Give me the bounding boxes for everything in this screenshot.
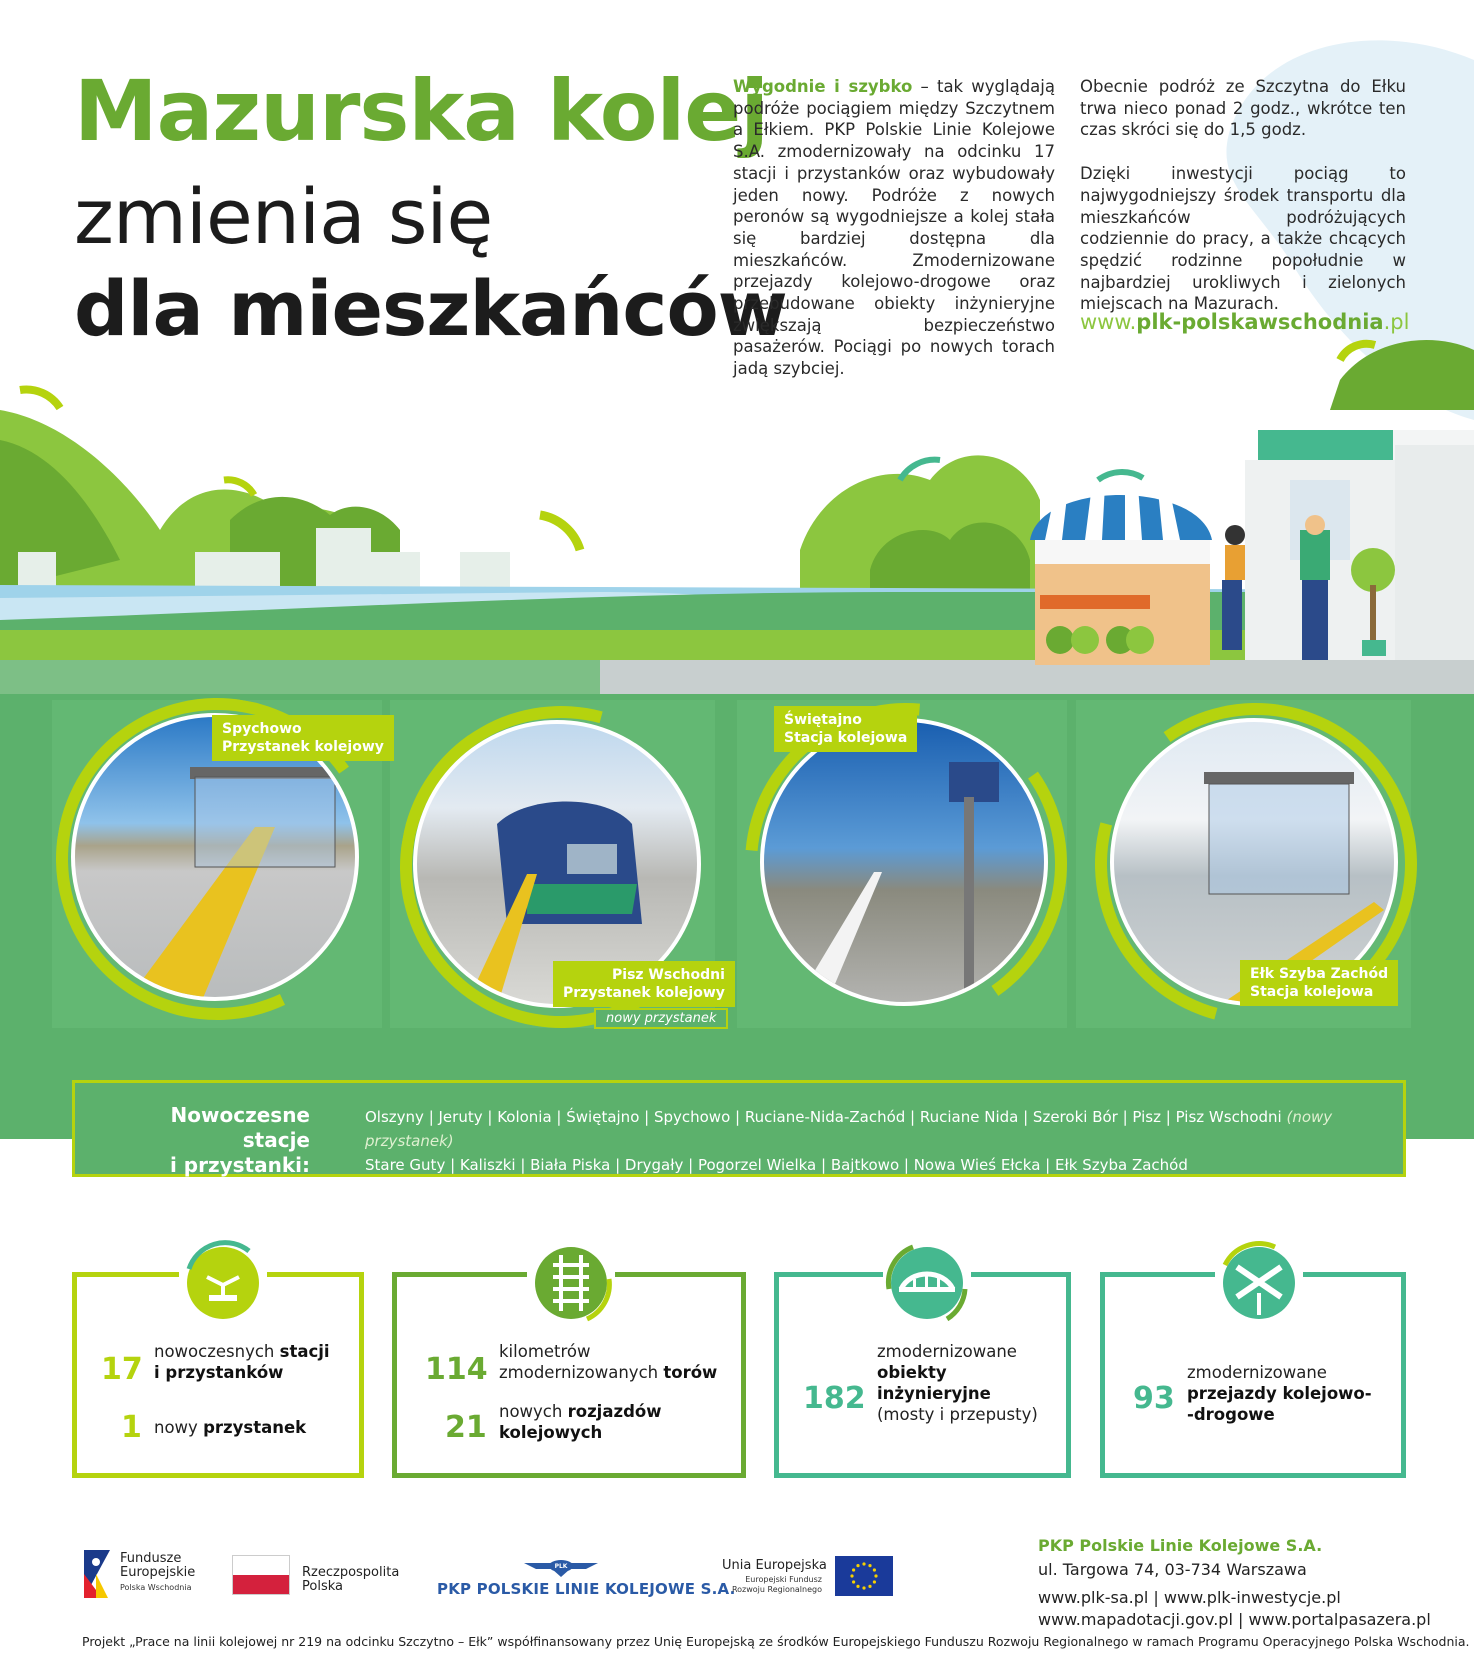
polish-flag [232, 1555, 290, 1595]
plk-badge: PLK [554, 1563, 568, 1570]
plk-wings-icon [524, 1557, 598, 1579]
links-line-2[interactable]: www.mapadotacji.gov.pl | www.portalpasazera.pl [1038, 1610, 1431, 1629]
title-line-3: dla mieszkańców [74, 264, 787, 353]
stations-list: Olszyny | Jeruty | Kolonia | Świętajno | Spychowo | Ruciane-Nida-Zachód | Ruciane Nida | Szeroki Bór | Pisz | Pisz Wschodni (nowy przystanek) Stare Guty | Kaliszki | Biała Piska | Drygały | Pogorzel Wielka | Bajtkowo | Nowa Wieś Ełcka | Ełk Szyba Zachód [365, 1108, 1333, 1174]
intro-body: – tak wyglądają podróże pociągiem między Szczytnem a Ełkiem. PKP Polskie Linie Kolejowe S.A. zmodernizowały na odcinku 17 stacji i przystanków oraz wybudowały jeden nowy. Podróże z nowych peronów są wygodniejsze a kolej stała się bardziej dostępna dla mieszkańców. Zmodernizowane przejazdy kolejowo-drogowe oraz przebudowane obiekty inżynieryjne zwiększają bezpieczeństwo pasażerów. Pociągi po nowych torach jadą szybciej. [733, 77, 1055, 379]
platform-icon [179, 1239, 267, 1327]
bridge-icon [883, 1239, 971, 1327]
intro-column-2 [1080, 76, 1406, 315]
intro-paragraph-3: Dzięki inwestycji pociąg to najwygodniejszy środek transportu dla mieszkańców podróżujących codziennie do pracy, a także chcących spędzić rodzinne popołudnie w najbardziej urokliwych i zielonych miejscach na Mazurach. [1080, 164, 1406, 314]
intro-lead: Wygodnie i szybko [733, 77, 913, 96]
eu-funds-logo-icon [82, 1548, 112, 1600]
railway-crossing-icon [1215, 1239, 1303, 1327]
website-link[interactable]: www.plk-polskawschodnia.pl [1080, 310, 1410, 334]
rp-logo-text: Rzeczpospolita Polska [302, 1565, 400, 1594]
eu-funds-logo-text: Fundusze Europejskie [120, 1551, 196, 1580]
title-line-2: zmienia się [74, 172, 493, 261]
title-line-1: Mazurska kolej [74, 62, 769, 160]
company-address: ul. Targowa 74, 03-734 Warszawa [1038, 1560, 1307, 1579]
project-footnote: Projekt „Prace na linii kolejowej nr 219 na odcinku Szczytno – Ełk” współfinansowany przez Unię Europejską ze środków Europejskiego Funduszu Rozwoju Regionalnego w ramach Programu Operacyjnego Polska Wschodnia. [82, 1634, 1470, 1649]
rail-track-icon [527, 1239, 615, 1327]
tag-swietajno: Świętajno Stacja kolejowa [774, 706, 917, 752]
tag-spychowo: Spychowo Przystanek kolejowy [212, 715, 394, 761]
links-line-1[interactable]: www.plk-sa.pl | www.plk-inwestycje.pl [1038, 1588, 1341, 1607]
ue-logo-text: Unia Europejska [722, 1558, 827, 1573]
intro-paragraph-2: Obecnie podróż ze Szczytna do Ełku trwa nieco ponad 2 godz., wkrótce ten czas skróci się do 1,5 godz. [1080, 77, 1406, 140]
poster: Mazurska kolej zmienia się dla mieszkańców Wygodnie i szybko – tak wyglądają podróże pociągiem między Szczytnem a Ełkiem. PKP Polskie Linie Kolejowe S.A. zmodernizowały na odcinku 17 stacji i przystanków oraz wybudowały jeden nowy. Podróże z nowych peronów są wygodniejsze a kolej stała się bardziej dostępna dla mieszkańców. Zmodernizowane przejazdy kolejowo-drogowe oraz przebudowane obiekty inżynieryjne zwiększają bezpieczeństwo pasażerów. Pociągi po nowych torach jadą szybciej. Obecnie podróż ze Szczytna do Ełku trwa nieco ponad 2 godz., wkrótce ten czas skróci się do 1,5 godz. Dzięki inwestycji pociąg to najwygodniejszy środek transportu dla mieszkańców podróżujących codziennie do pracy, a także chcących spędzić rodzinne popołudnie w najbardziej urokliwych i zielonych miejscach na Mazurach. www.plk-polskawschodnia.pl Spychowo Przystanek kolejowy Pisz Wschodni Przystanek kolejowy nowy przystanek Świętajno Stacja kolejowa Ełk Szyba Zachód Stacja kolejowa Nowoczesne stacje i przystanki: Olszyny | Jeruty | Kolonia | Świętajno | Spychowo | Ruciane-Nida-Zachód | Ruciane Nida | Szeroki Bór | Pisz | Pisz Wschodni (nowy przystanek) Stare Guty | Kaliszki | Biała Piska | Drygały | Pogorzel Wielka | Bajtkowo | Nowa Wieś Ełcka | Ełk Szyba Zachód 17 nowoczesnych stacji i przystanków 1 nowy przystanek 114 kilometrów zmodernizowanych torów 21 nowych rozjazdów kolejowych 182 zmodernizowane obiekty inżynieryjne (mosty i przepusty) 93 zmodernizowane przejazdy kolejowo- -drogowe Fundusze Europejskie Polska Wschodnia Rzeczpospolita Polska PLK PKP POLSKIE LINIE KOLEJOWE S.A. Unia Europejska Europejski Fundusz Rozwoju Regionalnego PKP Polskie Linie Kolejowe S.A. ul. Targowa 74, 03-734 Warszawa www.plk-sa.pl | www.plk-inwestycje.pl www.mapadotacji.gov.pl | www.portalpasazera.pl Projekt „Prace na linii kolejowej nr 219 na odcinku Szczytno – Ełk” współfinansowany przez Unię Europejską ze środków Europejskiego Funduszu Rozwoju Regionalnego w ramach Programu Operacyjnego Polska Wschodnia. [0, 0, 1474, 1666]
landscape-illustration [0, 330, 1474, 700]
tag-elk-szyba-zachod: Ełk Szyba Zachód Stacja kolejowa [1240, 960, 1398, 1006]
stations-heading: Nowoczesne stacje i przystanki: [169, 1103, 310, 1177]
stat-stations: 17 nowoczesnych stacji i przystanków 1 nowy przystanek [72, 1272, 364, 1478]
eu-flag-icon [835, 1556, 893, 1596]
tag-new-stop: nowy przystanek [594, 1008, 728, 1029]
company-name: PKP Polskie Linie Kolejowe S.A. [1038, 1536, 1323, 1555]
stat-tracks: 114 kilometrów zmodernizowanych torów 21 nowych rozjazdów kolejowych [392, 1272, 746, 1478]
stat-crossings: 93 zmodernizowane przejazdy kolejowo- -drogowe [1100, 1272, 1406, 1478]
stations-box [72, 1080, 1406, 1177]
photo-swietajno [760, 718, 1048, 1006]
plk-logo-text: PKP POLSKIE LINIE KOLEJOWE S.A. [437, 1580, 736, 1598]
stat-engineering: 182 zmodernizowane obiekty inżynieryjne (mosty i przepusty) [774, 1272, 1071, 1478]
tag-pisz-wschodni: Pisz Wschodni Przystanek kolejowy [553, 961, 735, 1007]
